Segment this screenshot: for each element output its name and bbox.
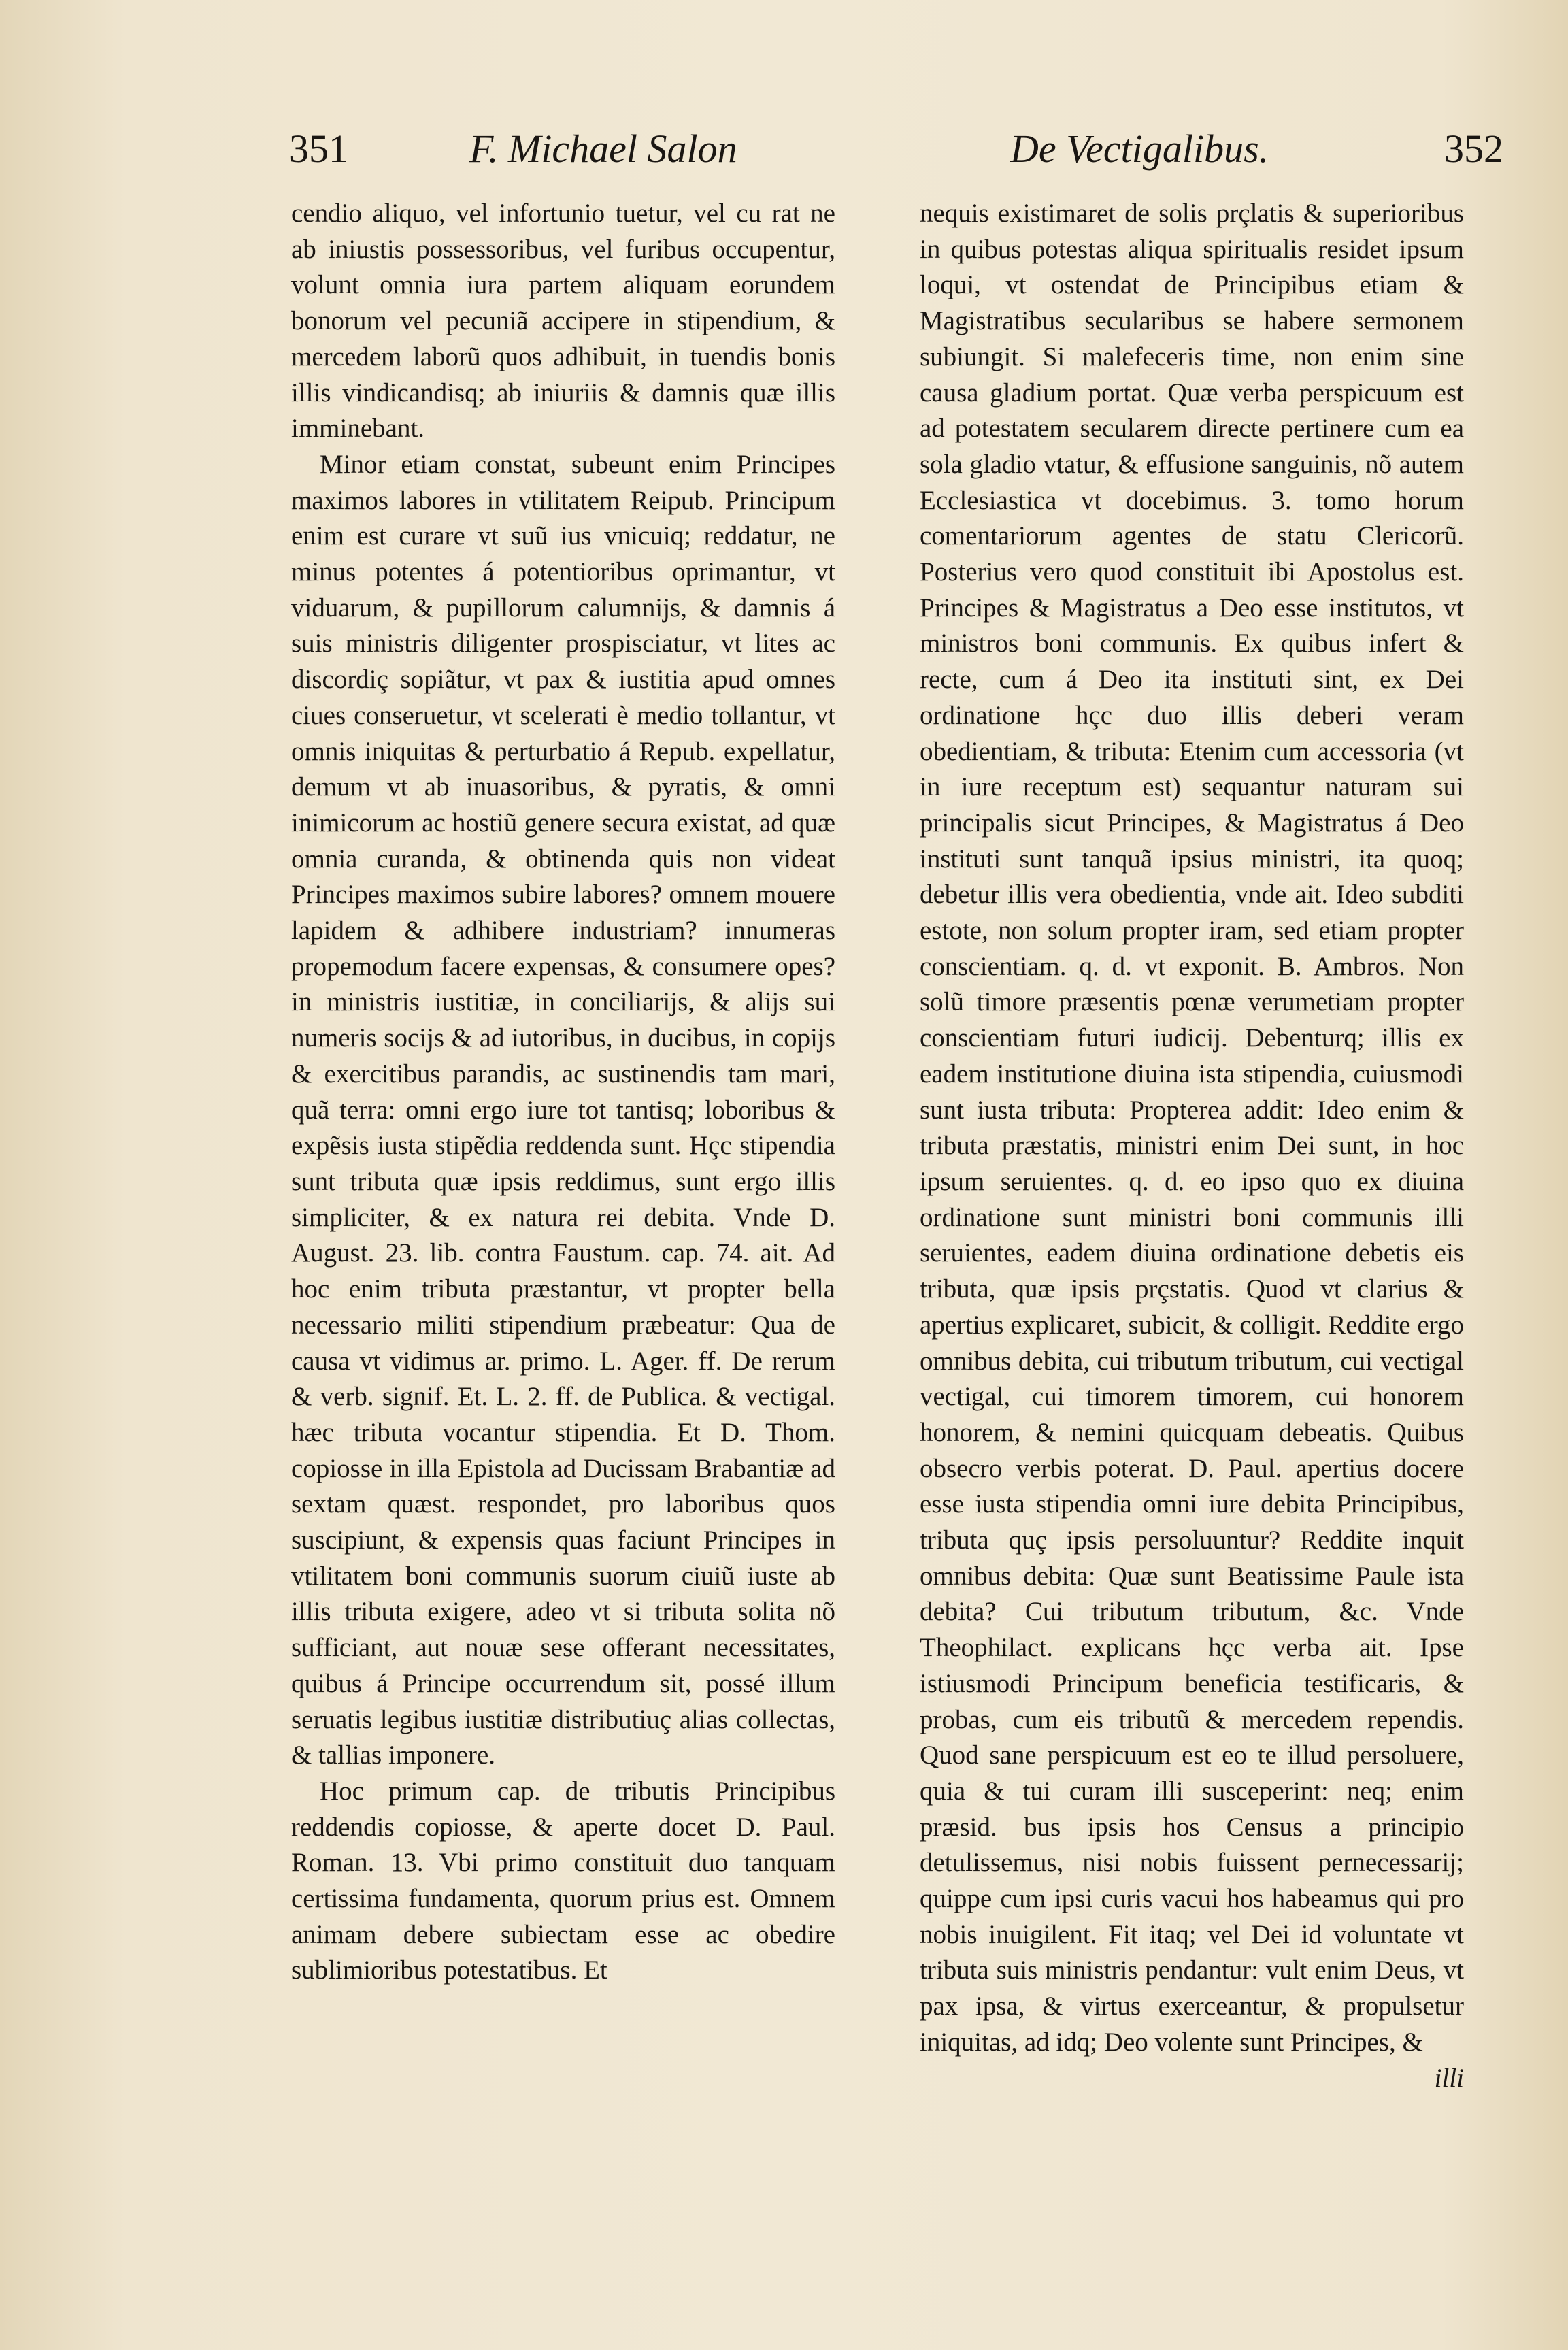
left-running-title: F. Michael Salon	[469, 127, 737, 171]
right-running-title: De Vectigalibus.	[1010, 127, 1269, 171]
paragraph: Hoc primum cap. de tributis Principibus reddendis copiosse, & aperte docet D. Paul. Roman. 13. Vbi primo constituit duo tanquam certissima fundamenta, quorum prius est. Omnem animam debere subiectam esse ac obedire sublimioribus potestatibus. Et	[291, 1776, 835, 1985]
left-page-number: 351	[289, 127, 348, 171]
right-page-number: 352	[1444, 127, 1503, 171]
left-text-column	[291, 196, 835, 1989]
right-text-column	[920, 196, 1464, 2096]
paragraph: nequis existimaret de solis prçlatis & superioribus in quibus potestas aliqua spiritualis residet ipsum loqui, vt ostendat de Principibus etiam & Magistratibus secularibus se habere sermonem subiungit. Si malefeceris time, non enim sine causa gladium portat. Quæ verba perspicuum est ad potestatem secularem directe pertinere cum ea sola gladio vtatur, & effusione sanguinis, nõ autem Ecclesiastica vt docebimus. 3. tomo horum comentariorum agentes de statu Clericorũ. Posterius vero quod constituit ibi Apostolus est. Principes & Magistratus a Deo esse institutos, vt ministros boni communis. Ex quibus infert & recte, cum á Deo ita instituti sint, ex Dei ordinatione hçc duo illis deberi veram obedientiam, & tributa: Etenim cum accessoria (vt in iure receptum est) sequantur naturam sui principalis sicut Principes, & Magistratus á Deo instituti sunt tanquã ipsius ministri, ita quoq; debetur illis vera obedientia, vnde ait. Ideo subditi estote, non solum propter iram, sed etiam propter conscientiam. q. d. vt exponit. B. Ambros. Non solũ timore præsentis pœnæ verumetiam propter conscientiam futuri iudicij. Debenturq; illis ex eadem institutione diuina ista stipendia, cuiusmodi sunt iusta tributa: Propterea addit: Ideo enim & tributa præstatis, ministri enim Dei sunt, in hoc ipsum seruientes. q. d. eo ipso quo ex diuina ordinatione sunt ministri boni communis illi seruientes, eadem diuina ordinatione debetis eis tributa, quæ ipsis prçstatis. Quod vt clarius & apertius explicaret, subicit, & colligit. Reddite ergo omnibus debita, cui tributum tributum, cui vectigal vectigal, cui timorem timorem, cui honorem honorem, & nemini quicquam debeatis. Quibus obsecro verbis poterat. D. Paul. apertius docere esse iusta stipendia omni iure debita Principibus, tributa quç ipsis persoluuntur? Reddite inquit omnibus debita: Quæ sunt Beatissime Paule ista debita? Cui tributum tributum, &c. Vnde Theophilact. explicans hçc verba ait. Ipse istiusmodi Principum beneficia testificaris, & probas, cum eis tributũ & mercedem rependis. Quod sane perspicuum est eo te illud persoluere, quia & tui curam illi susceperint: neq; enim præsid. bus ipsis hos Census a principio detulissemus, nisi nobis fuissent pernecessarij; quippe cum ipsi curis vacui hos habeamus qui pro nobis inuigilent. Fit itaq; vel Dei id voluntate vt tributa suis ministris pendantur: vult enim Deus, vt pax ipsa, & virtus exerceantur, & propulsetur iniquitas, ad idq; Deo volente sunt Principes, &	[920, 199, 1464, 2057]
paragraph: Minor etiam constat, subeunt enim Principes maximos labores in vtilitatem Reipub. Principum enim est curare vt suũ ius vnicuiq; reddatur, ne minus potentes á potentioribus oprimantur, vt viduarum, & pupillorum calumnijs, & damnis á suis ministris diligenter prospisciatur, vt lites ac discordiç sopiãtur, vt pax & iustitia apud omnes ciues conseruetur, vt scelerati è medio tollantur, vt omnis iniquitas & perturbatio á Repub. expellatur, demum vt ab inuasoribus, & pyratis, & omni inimicorum ac hostiũ genere secura existat, ad quæ omnia curanda, & obtinenda quis non videat Principes maximos subire labores? omnem mouere lapidem & adhibere industriam? innumeras propemodum facere expensas, & consumere opes? in ministris iustitiæ, in conciliarijs, & alijs sui numeris socijs & ad iutoribus, in ducibus, in copijs & exercitibus parandis, ac sustinendis tam mari, quã terra: omni ergo iure tot tantisq; loboribus & expẽsis iusta stipẽdia reddenda sunt. Hçc stipendia sunt tributa quæ ipsis reddimus, sunt ergo illis simpliciter, & ex natura rei debita. Vnde D. August. 23. lib. contra Faustum. cap. 74. ait. Ad hoc enim tributa præstantur, vt propter bella necessario militi stipendium præbeatur: Qua de causa vt vidimus ar. primo. L. Ager. ff. De rerum & verb. signif. Et. L. 2. ff. de Publica. & vectigal. hæc tributa vocantur stipendia. Et D. Thom. copiosse in illa Epistola ad Ducissam Brabantiæ ad sextam quæst. respondet, pro laboribus quos suscipiunt, & expensis quas faciunt Principes in vtilitatem boni communis suorum ciuiũ iuste ab illis tributa exigere, adeo vt si tributa solita nõ sufficiant, aut nouæ sese offerant necessitates, quibus á Principe occurrendum sit, possé illum seruatis legibus iustitiæ distributiuç alias collectas, & tallias imponere.	[291, 449, 835, 1770]
running-header	[289, 126, 1503, 173]
catchword: illi	[1434, 2063, 1464, 2093]
paragraph: cendio aliquo, vel infortunio tuetur, vel cu rat ne ab iniustis possessoribus, vel furibus occupentur, volunt omnia iura partem aliquam eorundem bonorum vel pecuniã accipere in stipendium, & mercedem laborũ quos adhibuit, in tuendis bonis illis vindicandisq; ab iniuriis & damnis quæ illis imminebant.	[291, 199, 835, 444]
